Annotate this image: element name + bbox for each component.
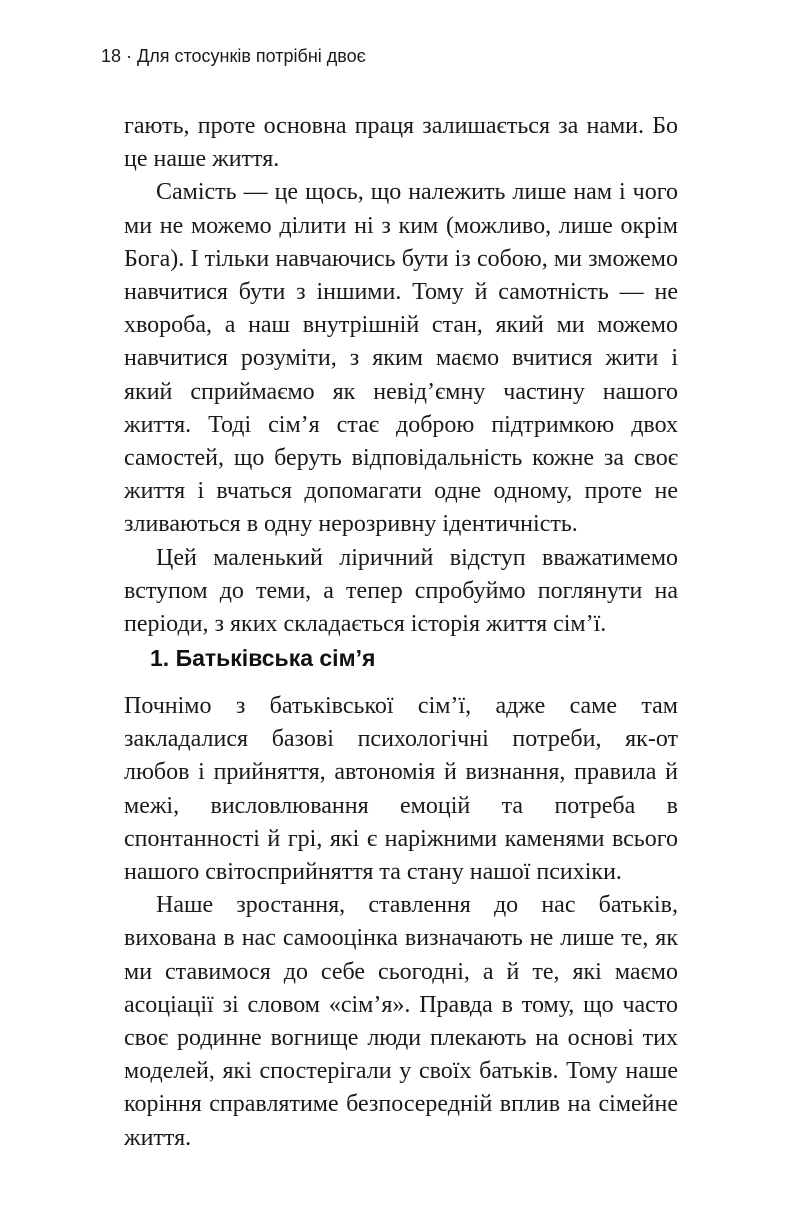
paragraph: Цей маленький ліричний відступ вважатимемо вступом до теми, а тепер спробуймо поглянути на періоди, з яких складається історія життя сім’ї. [124, 544, 678, 638]
paragraph: Самість — це щось, що належить лише нам і чого ми не можемо ділити ні з ким (можливо, лише окрім Бога). І тільки навчаючись бути із собою, ми зможемо навчитися бути з іншими. Тому й самотність — не хвороба, а наш внутрішній стан, який ми можемо навчитися розуміти, з яким маємо вчитися жити і який сприймаємо як невід’ємну частину нашого життя. Тоді сім’я стає доброю підтримкою двох самостей, що беруть відповідальність кожне за своє життя і вчаться допомагати одне одному, проте не зливаються в одну нерозривну ідентичність. [124, 179, 678, 538]
running-head: 18 · Для стосунків потрібні двоє [101, 46, 366, 66]
paragraph: гають, проте основна праця залишається за нами. Бо це наше життя. [124, 113, 678, 173]
paragraph: Наше зростання, ставлення до нас батьків, вихована в нас самооцінка визначають не лише те, як ми ставимося до себе сьогодні, а й те, які маємо асоціації зі словом «сім’я». Правда в тому, що часто своє родинне вогнище люди плекають на основі тих моделей, які спостерігали у своїх батьків. Тому наше коріння справлятиме безпосередній вплив на сімейне життя. [124, 892, 678, 1151]
section-body-text [124, 690, 678, 1155]
section-intro-text [124, 110, 678, 641]
section-heading: 1. Батьківська сім’я [150, 645, 376, 671]
paragraph: Почнімо з батьківської сім’ї, адже саме там закладалися базові психологічні потреби, як-от любов і прийняття, автономія й визнання, правила й межі, висловлювання емоцій та потреба в спонтанності й грі, які є наріжними каменями всього нашого світосприйняття та стану нашої психіки. [124, 693, 678, 886]
